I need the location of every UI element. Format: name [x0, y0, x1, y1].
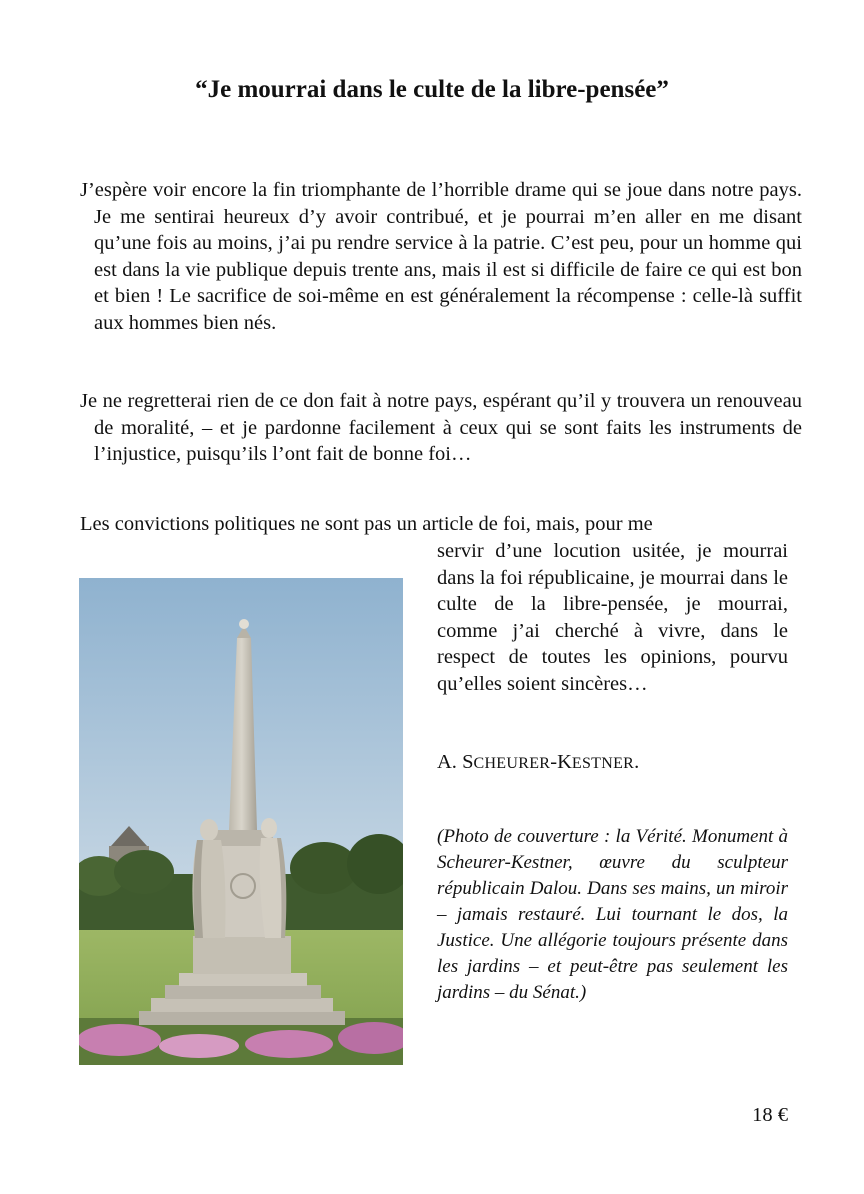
paragraph-3-rest: servir d’une locution usitée, je mourrai dans la foi républicaine, je mourrai dans le culte de la libre-pensée, je mourrai, comme j’ai cherché à vivre, dans le respect de toutes les opinions, pourvu qu’elles soient sincères…	[437, 540, 788, 695]
page-title: “Je mourrai dans le culte de la libre-pensée”	[195, 76, 669, 103]
paragraph-2: Je ne regretterai rien de ce don fait à notre pays, espérant qu’il y trouvera un renouveau de moralité, – et je pardonne facilement à ceux qui se sont faits les instruments de l’injustice, puisqu’ils l’ont fait de bonne foi…	[80, 390, 802, 465]
paragraph-1: J’espère voir encore la fin triomphante de l’horrible drame qui se joue dans notre pays. Je me sentirai heureux d’y avoir contribué, et je pourrai m’en aller en me disant qu’une fois au moins, j’ai pu rendre service à la patrie. C’est peu, pour un homme qui est dans la vie publique depuis trente ans, mais il est si difficile de faire ce qui est bon et bien ! Le sacrifice de soi-même en est généralement la récompense : celle-là suffit aux hommes bien nés.	[80, 179, 802, 334]
signature-name1-cap: S	[462, 751, 474, 773]
monument-photo	[79, 578, 403, 1065]
paragraph-3-lead: Les convictions politiques ne sont pas un article de foi, mais, pour me	[80, 513, 653, 535]
signature-period: .	[634, 751, 640, 773]
photo-caption: (Photo de couverture : la Vérité. Monument à Scheurer-Kestner, œuvre du sculpteur républicain Dalou. Dans ses mains, un miroir – jamais restauré. Lui tournant le dos, la Justice. Une allégorie toujours présente dans les jardins – et peut-être pas seulement les jardins – du Sénat.)	[437, 826, 788, 1003]
signature	[437, 749, 639, 778]
signature-hyphen: -	[550, 751, 558, 773]
signature-name1-rest: CHEURER	[473, 755, 551, 772]
signature-initial: A.	[437, 751, 457, 773]
flower-bed	[79, 1018, 403, 1065]
obelisk-finial	[239, 619, 249, 629]
signature-name2-rest: ESTNER	[571, 755, 635, 772]
signature-name2-cap: K	[557, 751, 572, 773]
price: 18 €	[752, 1104, 788, 1126]
obelisk-monument-illustration	[79, 578, 403, 1065]
